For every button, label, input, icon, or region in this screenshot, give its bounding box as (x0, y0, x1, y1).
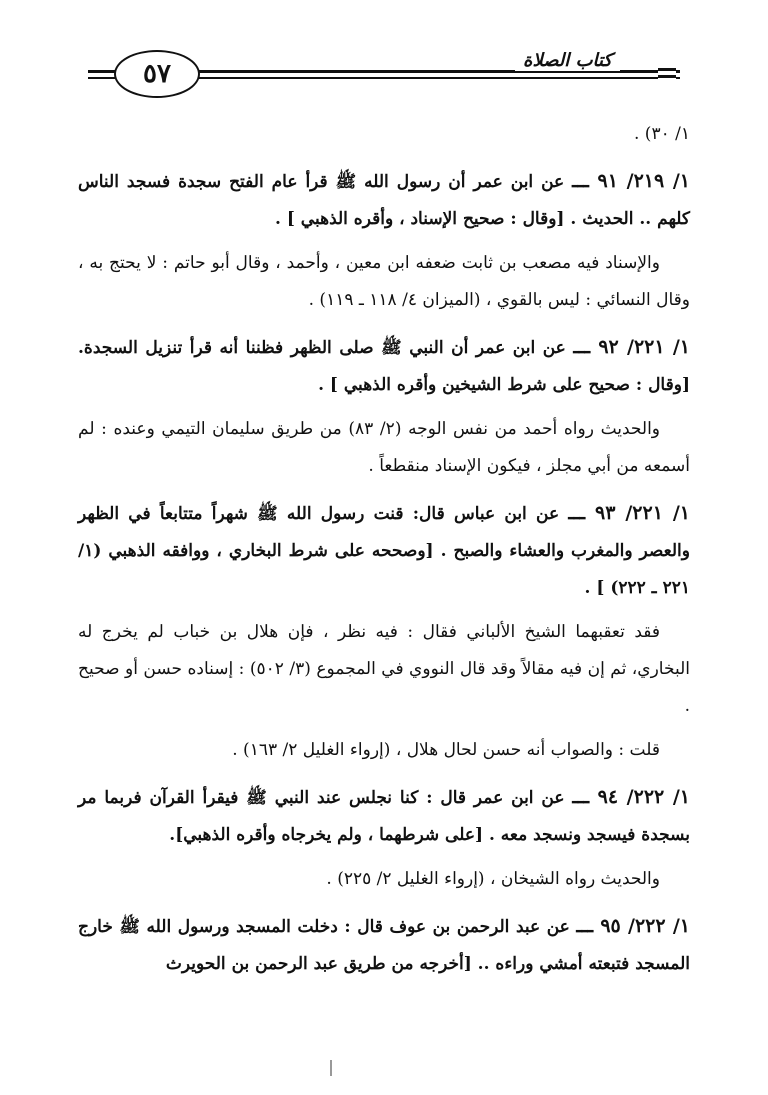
commentary (78, 614, 690, 725)
commentary (78, 245, 690, 319)
paragraph-text: ١/ ٣٠) . (634, 124, 690, 144)
hadith-number: ١/ ٢٢١/ ٩٣ ـــ (568, 502, 690, 524)
hadith-entry (78, 329, 690, 404)
commentary-text: والحديث رواه أحمد من نفس الوجه (٢/ ٨٣) من طريق سليمان التيمي وعنده : لم أسمعه من أبي مجلز ، فيكون الإسناد منقطعاً . (78, 419, 690, 476)
hadith-text: عن ابن عمر أن رسول الله ﷺ قرأ عام الفتح سجدة فسجد الناس كلهم .. الحديث . [وقال : صحيح الإسناد ، وأقره الذهبي ] . (78, 172, 690, 229)
hadith-number: ١/ ٢٢١/ ٩٢ ـــ (573, 336, 690, 358)
hadith-text: عن ابن عمر أن النبي ﷺ صلى الظهر فظننا أنه قرأ تنزيل السجدة. [وقال : صحيح على شرط الشيخين وأقره الذهبي ] . (78, 338, 690, 395)
commentary-text: والحديث رواه الشيخان ، (إرواء الغليل ٢/ ٢٢٥) . (326, 869, 660, 889)
hadith-text: عن ابن عمر قال : كنا نجلس عند النبي ﷺ فيقرأ القرآن فربما مر بسجدة فيسجد ونسجد معه . [على شرطهما ، ولم يخرجاه وأقره الذهبي]. (78, 788, 690, 845)
page-number: ٥٧ (114, 50, 200, 98)
hadith-entry (78, 779, 690, 854)
hadith-entry (78, 495, 690, 607)
commentary (78, 732, 690, 769)
hadith-number: ١/ ٢٢٢/ ٩٥ ـــ (576, 915, 690, 937)
page-footer-mark (330, 1060, 332, 1076)
hadith-number: ١/ ٢١٩/ ٩١ ـــ (572, 170, 691, 192)
hadith-number: ١/ ٢٢٢/ ٩٤ ـــ (572, 786, 690, 808)
hadith-entry (78, 163, 690, 238)
commentary-text: فقد تعقبهما الشيخ الألباني فقال : فيه نظر ، فإن هلال بن خباب لم يخرج له البخاري، ثم إن فيه مقالاً وقد قال النووي في المجموع (٣/ ٥٠٢) : إسناده حسن أو صحيح . (78, 622, 690, 716)
page-body (78, 116, 690, 990)
page-header (88, 44, 680, 104)
hadith-text: عن ابن عباس قال: قنت رسول الله ﷺ شهراً متتابعاً في الظهر والعصر والمغرب والعشاء والصبح . [وصححه على شرط البخاري ، ووافقه الذهبي (١/ ٢٢١ ـ ٢٢٢) ] . (78, 504, 690, 598)
book-title: كتاب الصلاة (515, 50, 620, 71)
commentary-text: والإسناد فيه مصعب بن ثابت ضعفه ابن معين ، وأحمد ، وقال أبو حاتم : لا يحتج به ، وقال النسائي : ليس بالقوي ، (الميزان ٤/ ١١٨ ـ ١١٩) . (78, 253, 690, 310)
paragraph (78, 116, 690, 153)
commentary (78, 861, 690, 898)
header-ornament (658, 68, 676, 79)
hadith-text: عن عبد الرحمن بن عوف قال : دخلت المسجد ورسول الله ﷺ خارج المسجد فتبعته أمشي وراءه .. [أخرجه من طريق عبد الرحمن بن الحويرث (78, 917, 690, 974)
commentary-text: قلت : والصواب أنه حسن لحال هلال ، (إرواء الغليل ٢/ ١٦٣) . (232, 740, 660, 760)
hadith-entry (78, 908, 690, 983)
commentary (78, 411, 690, 485)
